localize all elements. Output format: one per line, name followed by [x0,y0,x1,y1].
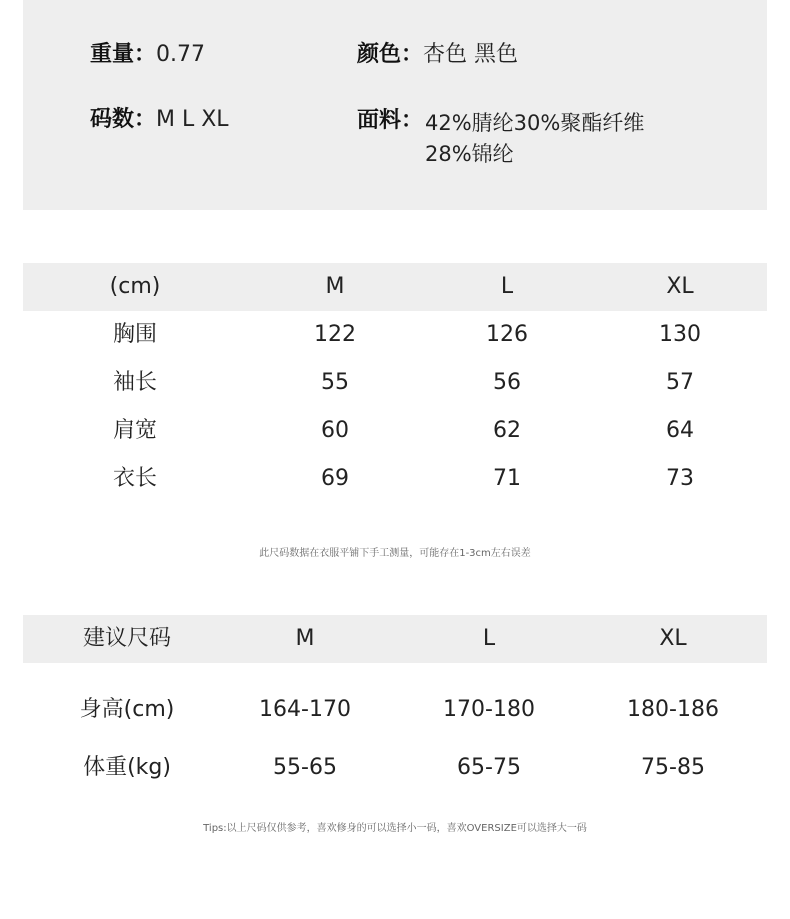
row-label: 肩宽 [112,418,158,443]
weight-field [90,40,205,70]
table-cell: 69 [321,466,349,491]
fabric-value-line2: 28%锦纶 [425,142,514,166]
table-cell: 75-85 [641,755,705,780]
table-cell: 122 [314,322,356,347]
table-cell: 71 [493,466,521,491]
table-cell: 170-180 [443,697,535,722]
color-value: 杏色 黑色 [423,42,519,67]
rec-table-header [23,615,767,663]
row-label: 衣长 [112,466,158,491]
table-cell: 65-75 [457,755,521,780]
table-cell: 126 [486,322,528,347]
table-cell: 130 [659,322,701,347]
header-size-m: M [325,274,345,299]
fabric-value-line1: 42%腈纶30%聚酯纤维 [425,111,645,135]
table-row [23,455,767,503]
size-tip: Tips:以上尺码仅供参考，喜欢修身的可以选择小一码，喜欢OVERSIZE可以选择大一码 [203,823,587,834]
measurement-note: 此尺码数据在衣服平铺下手工测量，可能存在1-3cm左右误差 [259,548,531,559]
color-label: 颜色： [357,42,424,67]
row-label: 体重(kg) [83,755,171,780]
sizes-value: M L XL [156,107,229,132]
table-cell: 64 [666,418,694,443]
header-size-xl: XL [659,626,687,651]
row-label: 袖长 [112,370,158,395]
table-row [23,359,767,407]
fabric-field [357,106,423,136]
sizes-field [90,105,229,135]
header-unit: (cm) [109,274,161,299]
size-measurement-table [23,263,767,503]
table-cell: 62 [493,418,521,443]
table-row [23,681,767,739]
table-row [23,311,767,359]
table-cell: 164-170 [259,697,351,722]
table-cell: 56 [493,370,521,395]
table-cell: 57 [666,370,694,395]
header-size-xl: XL [666,274,694,299]
row-label: 身高(cm) [79,697,175,722]
size-table-header [23,263,767,311]
weight-label: 重量： [90,42,157,67]
header-size-m: M [295,626,315,651]
header-recommend: 建议尺码 [82,626,172,651]
header-size-l: L [500,274,514,299]
row-label: 胸围 [112,322,158,347]
table-row [23,407,767,455]
color-field [357,40,518,70]
recommended-size-table [23,615,767,797]
table-cell: 55 [321,370,349,395]
sizes-label: 码数： [90,107,157,132]
table-cell: 73 [666,466,694,491]
table-row [23,739,767,797]
weight-value: 0.77 [156,42,205,67]
table-cell: 55-65 [273,755,337,780]
fabric-label: 面料： [357,108,424,133]
table-cell: 60 [321,418,349,443]
header-size-l: L [482,626,496,651]
table-cell: 180-186 [627,697,719,722]
